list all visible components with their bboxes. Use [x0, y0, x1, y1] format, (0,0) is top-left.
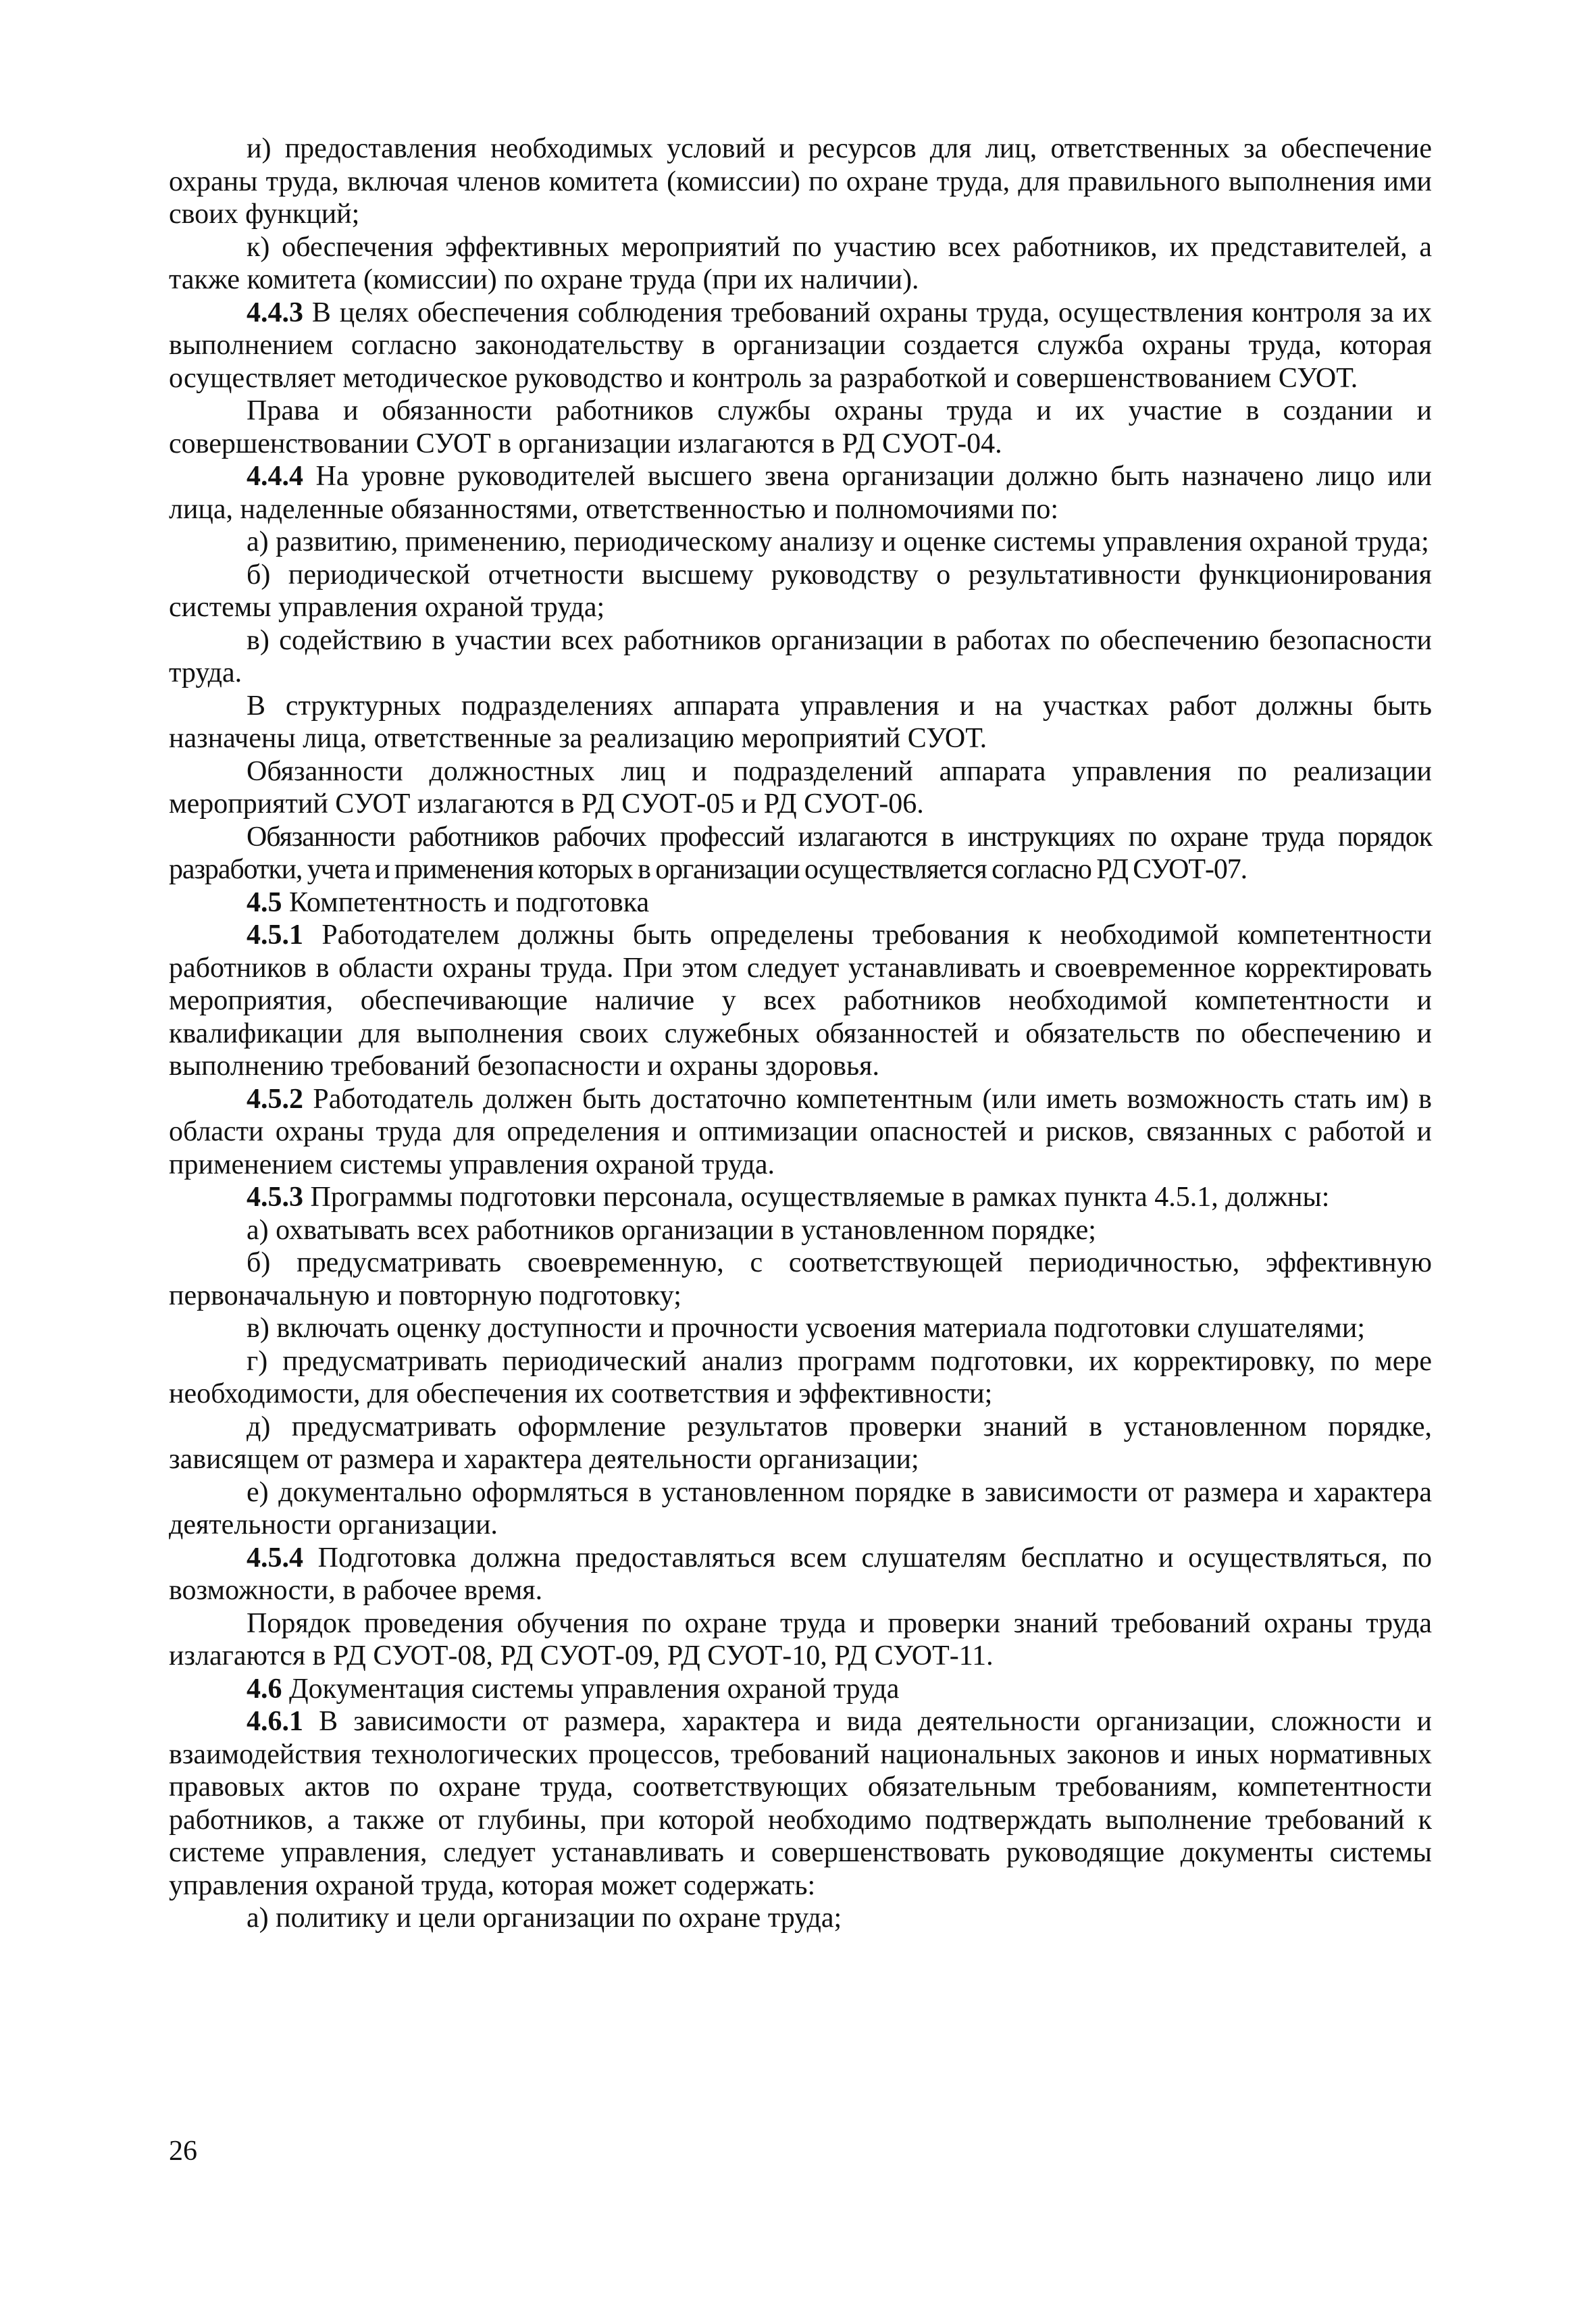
paragraph	[169, 690, 1432, 755]
section-number: 4.5.2	[247, 1083, 303, 1115]
paragraph	[169, 231, 1432, 297]
paragraph-text: Подготовка должна предоставляться всем слушателям бесплатно и осуществляться, по возможности, в рабочее время.	[169, 1542, 1432, 1606]
paragraph-text: Программы подготовки персонала, осуществляемые в рамках пункта 4.5.1, должны:	[303, 1182, 1330, 1213]
paragraph-text: в) включать оценку доступности и прочности усвоения материала подготовки слушателями;	[247, 1313, 1366, 1344]
paragraph	[169, 395, 1432, 460]
paragraph	[169, 1705, 1432, 1902]
section-number: 4.5.1	[247, 920, 303, 951]
paragraph-text: а) политику и цели организации по охране труда;	[247, 1903, 842, 1934]
paragraph	[169, 297, 1432, 395]
paragraph	[169, 1542, 1432, 1607]
paragraph	[169, 1345, 1432, 1411]
paragraph	[169, 1673, 1432, 1706]
paragraph-text: и) предоставления необходимых условий и ресурсов для лиц, ответственных за обеспечение охраны труда, включая членов комитета (комиссии) по охране труда, для правильного выполнения ими своих функций;	[169, 133, 1432, 230]
paragraph-text: а) развитию, применению, периодическому анализу и оценке системы управления охраной труда;	[247, 526, 1429, 557]
paragraph-text: в) содействию в участии всех работников организации в работах по обеспечению безопасности труда.	[169, 624, 1432, 688]
paragraph-text: е) документально оформляться в установленном порядке в зависимости от размера и характера деятельности организации.	[169, 1476, 1432, 1540]
paragraph-text: Обязанности работников рабочих профессий излагаются в инструкциях по охране труда порядок разработки, учета и применения которых в организации осуществляется согласно РД СУОТ-07.	[169, 821, 1432, 885]
section-number: 4.4.3	[247, 297, 303, 328]
paragraph	[169, 755, 1432, 821]
section-number: 4.5	[247, 886, 282, 918]
paragraph	[169, 1083, 1432, 1182]
section-number: 4.4.4	[247, 461, 303, 492]
body-text	[169, 132, 1432, 1935]
paragraph-text: Работодатель должен быть достаточно компетентным (или иметь возможность стать им) в области охраны труда для определения и оптимизации опасностей и рисков, связанных с работой и применением системы управления охраной труда.	[169, 1083, 1432, 1180]
paragraph-text: В целях обеспечения соблюдения требований охраны труда, осуществления контроля за их выполнением согласно законодательству в организации создается служба охраны труда, которая осуществляет методическое руководство и контроль за разработкой и совершенствованием СУОТ.	[169, 297, 1432, 394]
paragraph	[169, 559, 1432, 624]
section-number: 4.5.3	[247, 1182, 303, 1213]
paragraph-text: В структурных подразделениях аппарата управления и на участках работ должны быть назначены лица, ответственные за реализацию мероприятий СУОТ.	[169, 690, 1432, 754]
paragraph-text: а) охватывать всех работников организации в установленном порядке;	[247, 1214, 1096, 1246]
paragraph-text: В зависимости от размера, характера и вида деятельности организации, сложности и взаимодействия технологических процессов, требований национальных законов и иных нормативных правовых актов по охране труда, соответствующих обязательным требованиям, компетентности работников, а также от глубины, при которой необходимо подтверждать выполнение требований к системе управления, следует устанавливать и совершенствовать руководящие документы системы управления охраной труда, которая может содержать:	[169, 1706, 1432, 1901]
paragraph	[169, 132, 1432, 231]
paragraph	[169, 1247, 1432, 1312]
paragraph	[169, 1476, 1432, 1542]
paragraph	[169, 1411, 1432, 1476]
paragraph-text: к) обеспечения эффективных мероприятий по участию всех работников, их представителей, а также комитета (комиссии) по охране труда (при их наличии).	[169, 231, 1432, 295]
paragraph	[169, 1312, 1432, 1345]
paragraph-text: Компетентность и подготовка	[282, 886, 650, 918]
paragraph-text: д) предусматривать оформление результатов проверки знаний в установленном порядке, зависящем от размера и характера деятельности организации;	[169, 1411, 1432, 1475]
paragraph-text: Работодателем должны быть определены требования к необходимой компетентности работников в области охраны труда. При этом следует устанавливать и своевременное корректировать мероприятия, обеспечивающие наличие у всех работников необходимой компетентности и квалификации для выполнения своих служебных обязанностей и обязательств по обеспечению и выполнению требований безопасности и охраны здоровья.	[169, 920, 1432, 1082]
paragraph	[169, 1607, 1432, 1673]
paragraph-text: б) периодической отчетности высшему руководству о результативности функционирования системы управления охраной труда;	[169, 559, 1432, 623]
page-number: 26	[169, 2136, 197, 2167]
paragraph	[169, 1902, 1432, 1935]
paragraph-text: Обязанности должностных лиц и подразделений аппарата управления по реализации мероприятий СУОТ излагаются в РД СУОТ-05 и РД СУОТ-06.	[169, 755, 1432, 820]
paragraph-text: Порядок проведения обучения по охране труда и проверки знаний требований охраны труда излагаются в РД СУОТ-08, РД СУОТ-09, РД СУОТ-10, РД СУОТ-11.	[169, 1607, 1432, 1671]
paragraph	[169, 1181, 1432, 1214]
paragraph	[169, 624, 1432, 690]
paragraph	[169, 526, 1432, 559]
paragraph	[169, 919, 1432, 1083]
paragraph-text: Права и обязанности работников службы охраны труда и их участие в создании и совершенствовании СУОТ в организации излагаются в РД СУОТ-04.	[169, 395, 1432, 459]
section-number: 4.6.1	[247, 1706, 303, 1737]
paragraph	[169, 886, 1432, 920]
paragraph	[169, 821, 1432, 886]
section-number: 4.5.4	[247, 1542, 303, 1574]
paragraph-text: На уровне руководителей высшего звена организации должно быть назначено лицо или лица, наделенные обязанностями, ответственностью и полномочиями по:	[169, 461, 1432, 525]
paragraph-text: Документация системы управления охраной труда	[282, 1673, 900, 1705]
paragraph	[169, 1214, 1432, 1247]
paragraph-text: г) предусматривать периодический анализ программ подготовки, их корректировку, по мере необходимости, для обеспечения их соответствия и эффективности;	[169, 1345, 1432, 1409]
section-number: 4.6	[247, 1673, 282, 1705]
paragraph-text: б) предусматривать своевременную, с соответствующей периодичностью, эффективную первоначальную и повторную подготовку;	[169, 1247, 1432, 1311]
paragraph	[169, 460, 1432, 526]
